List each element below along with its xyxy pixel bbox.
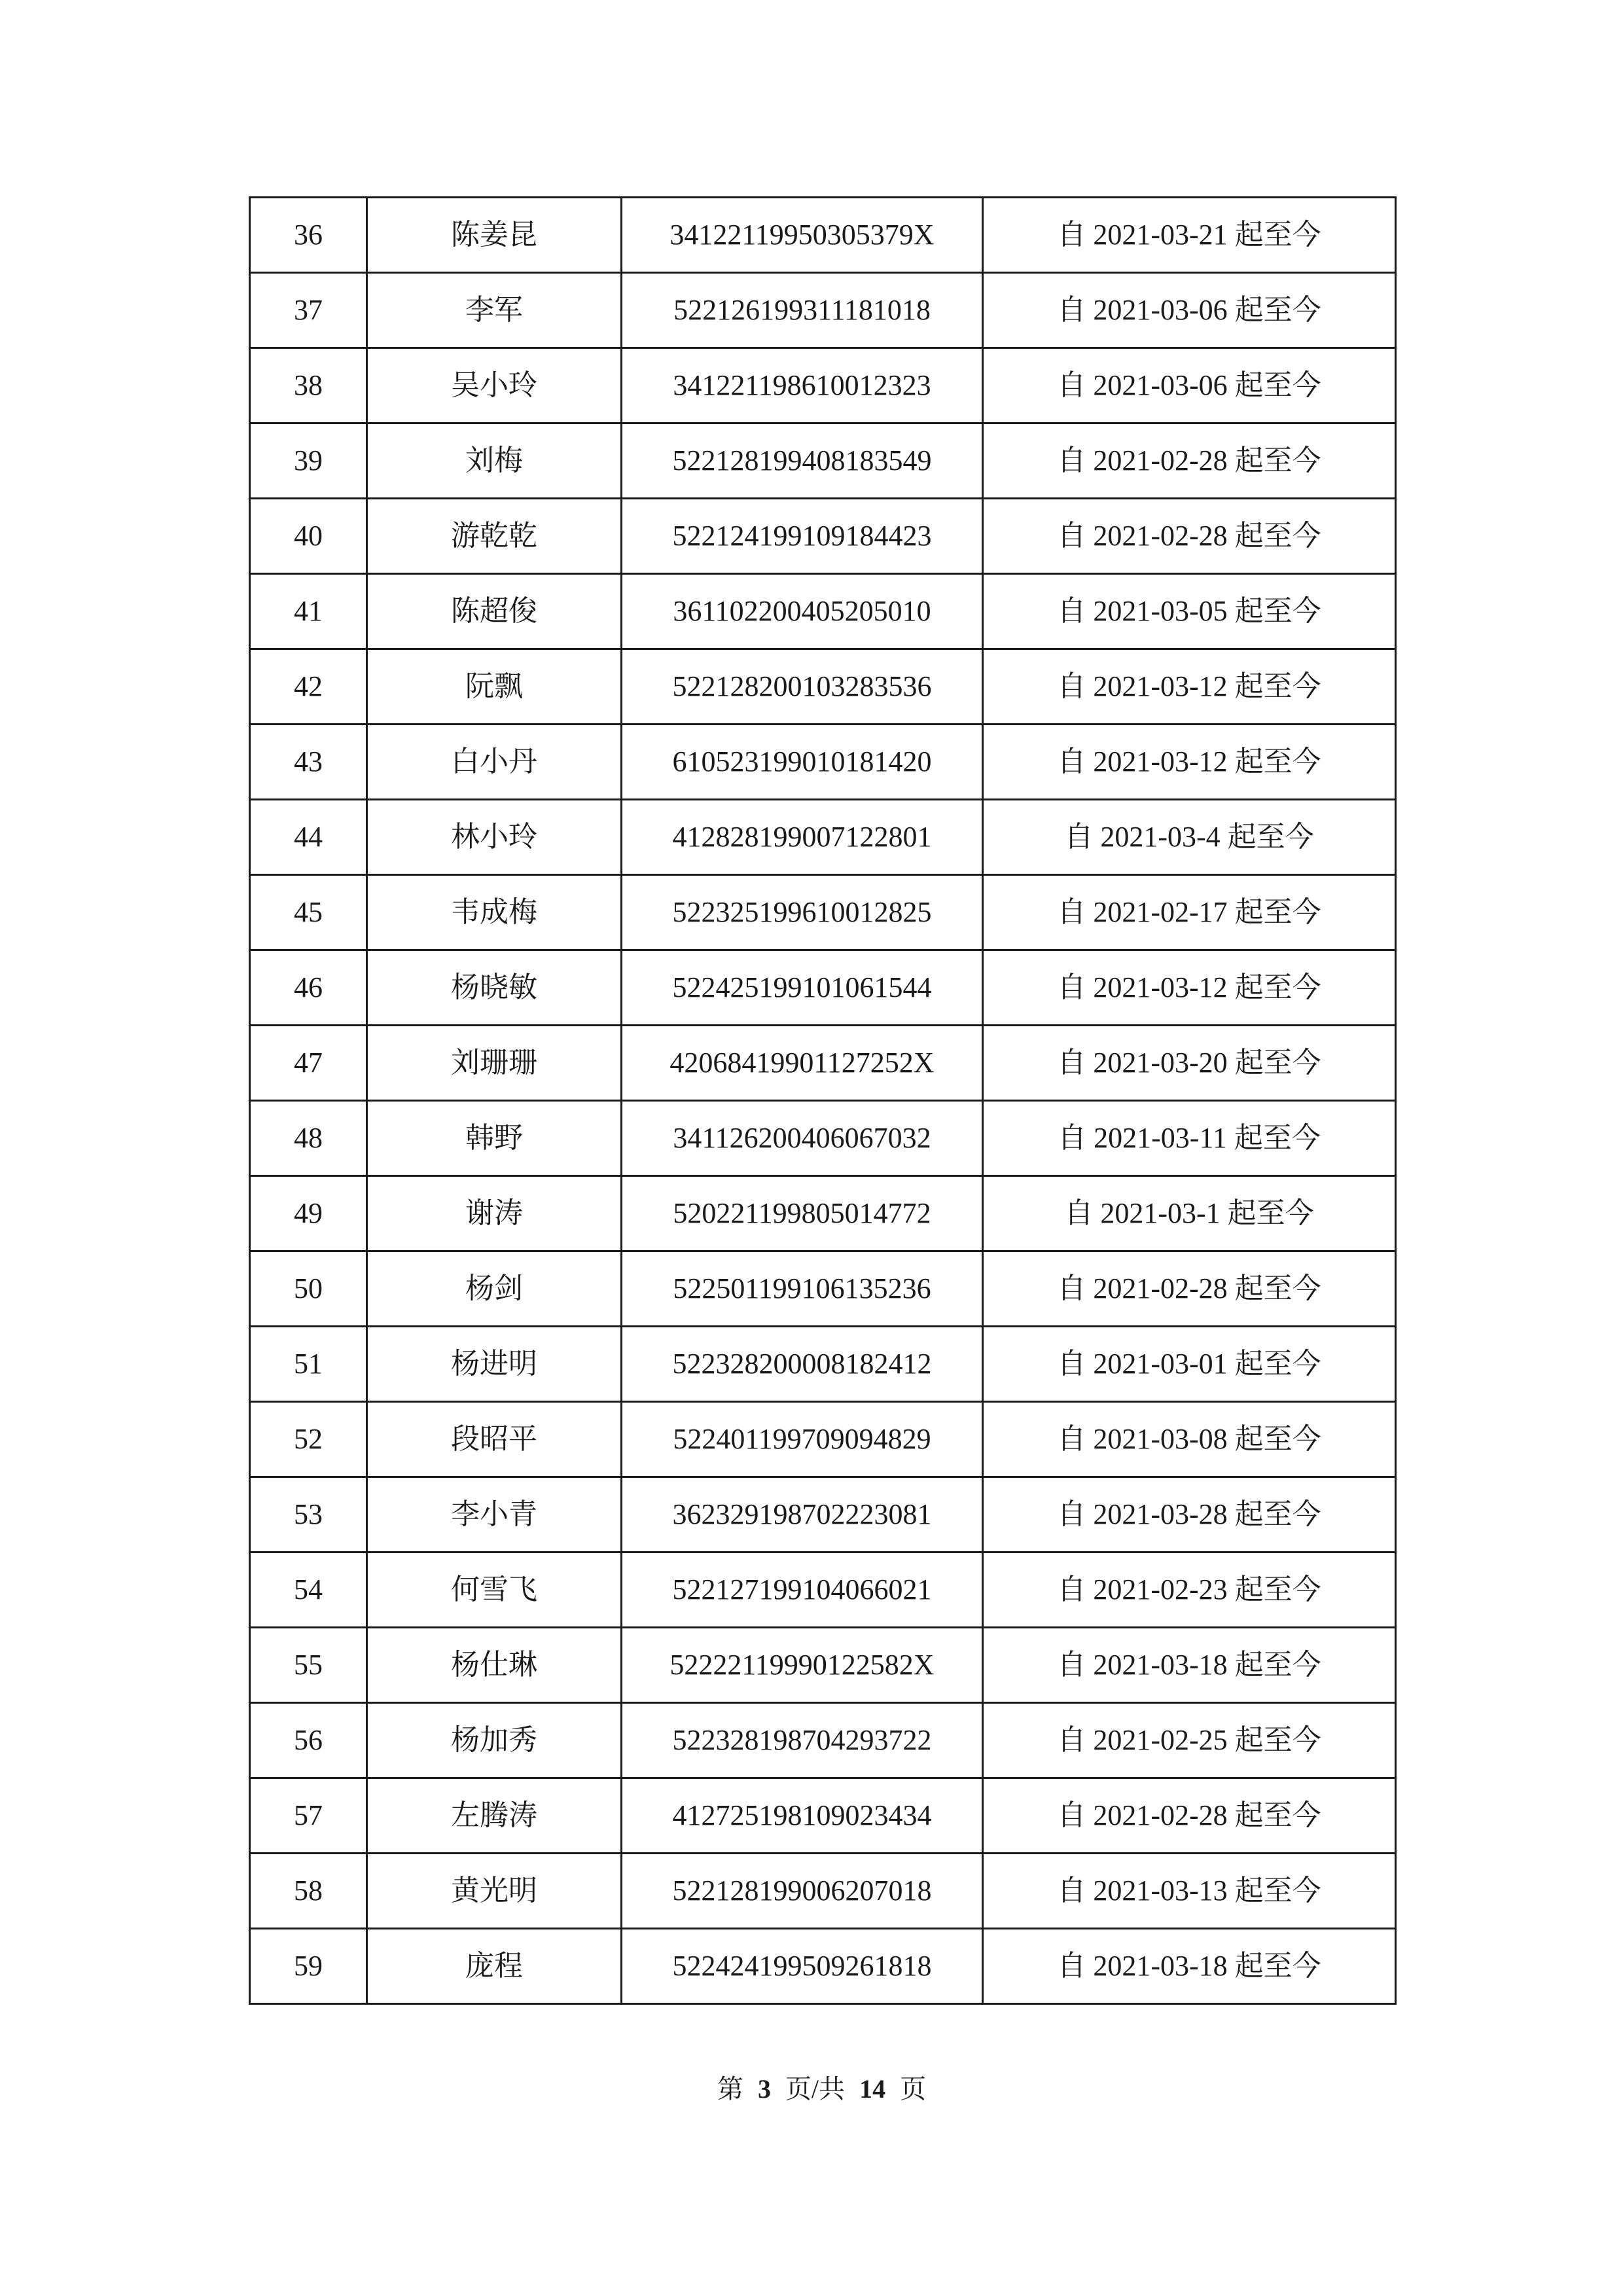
table-row <box>250 1327 1396 1402</box>
id-number-cell: 522126199311181018 <box>622 273 983 348</box>
table-row <box>250 1477 1396 1552</box>
row-number-cell: 52 <box>250 1402 367 1477</box>
table-row <box>250 1552 1396 1628</box>
name-cell: 吴小玲 <box>367 348 622 423</box>
row-number-cell: 55 <box>250 1628 367 1703</box>
name-cell: 韦成梅 <box>367 875 622 950</box>
row-number-cell: 50 <box>250 1251 367 1327</box>
period-cell: 自 2021-02-28 起至今 <box>983 423 1396 499</box>
period-cell: 自 2021-03-21 起至今 <box>983 198 1396 273</box>
name-cell: 刘珊珊 <box>367 1026 622 1101</box>
period-cell: 自 2021-03-1 起至今 <box>983 1176 1396 1251</box>
row-number-cell: 43 <box>250 725 367 800</box>
id-number-cell: 522128199006207018 <box>622 1854 983 1929</box>
row-number-cell: 44 <box>250 800 367 875</box>
table-row <box>250 348 1396 423</box>
row-number-cell: 45 <box>250 875 367 950</box>
name-cell: 黄光明 <box>367 1854 622 1929</box>
id-number-cell: 522401199709094829 <box>622 1402 983 1477</box>
period-cell: 自 2021-03-28 起至今 <box>983 1477 1396 1552</box>
footer-current-page: 3 <box>757 2074 771 2104</box>
period-cell: 自 2021-03-12 起至今 <box>983 649 1396 725</box>
id-number-cell: 361102200405205010 <box>622 574 983 649</box>
period-cell: 自 2021-03-06 起至今 <box>983 348 1396 423</box>
table-row <box>250 1778 1396 1854</box>
period-cell: 自 2021-02-28 起至今 <box>983 499 1396 574</box>
period-cell: 自 2021-03-18 起至今 <box>983 1929 1396 2004</box>
row-number-cell: 47 <box>250 1026 367 1101</box>
period-cell: 自 2021-03-18 起至今 <box>983 1628 1396 1703</box>
period-cell: 自 2021-02-17 起至今 <box>983 875 1396 950</box>
name-cell: 杨剑 <box>367 1251 622 1327</box>
name-cell: 游乾乾 <box>367 499 622 574</box>
table-row <box>250 1176 1396 1251</box>
id-number-cell: 522128200103283536 <box>622 649 983 725</box>
id-number-cell: 522501199106135236 <box>622 1251 983 1327</box>
page-footer <box>249 2076 1395 2102</box>
name-cell: 庞程 <box>367 1929 622 2004</box>
table-row <box>250 1628 1396 1703</box>
row-number-cell: 58 <box>250 1854 367 1929</box>
name-cell: 李军 <box>367 273 622 348</box>
name-cell: 杨加秀 <box>367 1703 622 1778</box>
period-cell: 自 2021-03-01 起至今 <box>983 1327 1396 1402</box>
period-cell: 自 2021-02-28 起至今 <box>983 1778 1396 1854</box>
name-cell: 李小青 <box>367 1477 622 1552</box>
id-number-cell: 522328200008182412 <box>622 1327 983 1402</box>
name-cell: 林小玲 <box>367 800 622 875</box>
name-cell: 段昭平 <box>367 1402 622 1477</box>
id-number-cell: 522424199509261818 <box>622 1929 983 2004</box>
id-number-cell: 412828199007122801 <box>622 800 983 875</box>
name-cell: 韩野 <box>367 1101 622 1176</box>
id-number-cell: 412725198109023434 <box>622 1778 983 1854</box>
row-number-cell: 36 <box>250 198 367 273</box>
row-number-cell: 59 <box>250 1929 367 2004</box>
period-cell: 自 2021-03-05 起至今 <box>983 574 1396 649</box>
period-cell: 自 2021-03-20 起至今 <box>983 1026 1396 1101</box>
id-number-cell: 522128199408183549 <box>622 423 983 499</box>
name-cell: 阮飘 <box>367 649 622 725</box>
period-cell: 自 2021-03-11 起至今 <box>983 1101 1396 1176</box>
id-number-cell: 522127199104066021 <box>622 1552 983 1628</box>
id-number-cell: 520221199805014772 <box>622 1176 983 1251</box>
name-cell: 白小丹 <box>367 725 622 800</box>
table-row <box>250 1251 1396 1327</box>
row-number-cell: 56 <box>250 1703 367 1778</box>
period-cell: 自 2021-03-12 起至今 <box>983 725 1396 800</box>
name-cell: 刘梅 <box>367 423 622 499</box>
id-number-cell: 341221198610012323 <box>622 348 983 423</box>
name-cell: 左腾涛 <box>367 1778 622 1854</box>
footer-total-pages: 14 <box>859 2074 886 2104</box>
roster-table-body <box>250 198 1396 2004</box>
row-number-cell: 53 <box>250 1477 367 1552</box>
name-cell: 何雪飞 <box>367 1552 622 1628</box>
roster-table <box>249 196 1397 2005</box>
table-row <box>250 725 1396 800</box>
name-cell: 杨进明 <box>367 1327 622 1402</box>
period-cell: 自 2021-03-08 起至今 <box>983 1402 1396 1477</box>
id-number-cell: 522328198704293722 <box>622 1703 983 1778</box>
period-cell: 自 2021-03-12 起至今 <box>983 950 1396 1026</box>
row-number-cell: 49 <box>250 1176 367 1251</box>
name-cell: 杨晓敏 <box>367 950 622 1026</box>
table-row <box>250 1929 1396 2004</box>
row-number-cell: 40 <box>250 499 367 574</box>
id-number-cell: 362329198702223081 <box>622 1477 983 1552</box>
footer-prefix: 第 <box>717 2074 743 2104</box>
table-row <box>250 574 1396 649</box>
name-cell: 陈超俊 <box>367 574 622 649</box>
id-number-cell: 341126200406067032 <box>622 1101 983 1176</box>
row-number-cell: 54 <box>250 1552 367 1628</box>
table-row <box>250 950 1396 1026</box>
table-row <box>250 499 1396 574</box>
footer-suffix: 页 <box>900 2074 927 2104</box>
row-number-cell: 51 <box>250 1327 367 1402</box>
name-cell: 陈姜昆 <box>367 198 622 273</box>
row-number-cell: 38 <box>250 348 367 423</box>
table-row <box>250 198 1396 273</box>
table-row <box>250 423 1396 499</box>
id-number-cell: 52222119990122582X <box>622 1628 983 1703</box>
table-row <box>250 1703 1396 1778</box>
table-row <box>250 1101 1396 1176</box>
id-number-cell: 42068419901127252X <box>622 1026 983 1101</box>
table-row <box>250 875 1396 950</box>
period-cell: 自 2021-03-4 起至今 <box>983 800 1396 875</box>
id-number-cell: 34122119950305379X <box>622 198 983 273</box>
table-row <box>250 1026 1396 1101</box>
id-number-cell: 522124199109184423 <box>622 499 983 574</box>
row-number-cell: 48 <box>250 1101 367 1176</box>
id-number-cell: 522325199610012825 <box>622 875 983 950</box>
period-cell: 自 2021-02-23 起至今 <box>983 1552 1396 1628</box>
table-row <box>250 649 1396 725</box>
id-number-cell: 610523199010181420 <box>622 725 983 800</box>
name-cell: 谢涛 <box>367 1176 622 1251</box>
row-number-cell: 46 <box>250 950 367 1026</box>
name-cell: 杨仕琳 <box>367 1628 622 1703</box>
row-number-cell: 39 <box>250 423 367 499</box>
table-row <box>250 273 1396 348</box>
table-row <box>250 1854 1396 1929</box>
period-cell: 自 2021-02-28 起至今 <box>983 1251 1396 1327</box>
id-number-cell: 522425199101061544 <box>622 950 983 1026</box>
row-number-cell: 42 <box>250 649 367 725</box>
row-number-cell: 41 <box>250 574 367 649</box>
table-row <box>250 1402 1396 1477</box>
period-cell: 自 2021-03-06 起至今 <box>983 273 1396 348</box>
row-number-cell: 57 <box>250 1778 367 1854</box>
period-cell: 自 2021-02-25 起至今 <box>983 1703 1396 1778</box>
period-cell: 自 2021-03-13 起至今 <box>983 1854 1396 1929</box>
row-number-cell: 37 <box>250 273 367 348</box>
table-row <box>250 800 1396 875</box>
footer-middle: 页/共 <box>785 2074 846 2104</box>
